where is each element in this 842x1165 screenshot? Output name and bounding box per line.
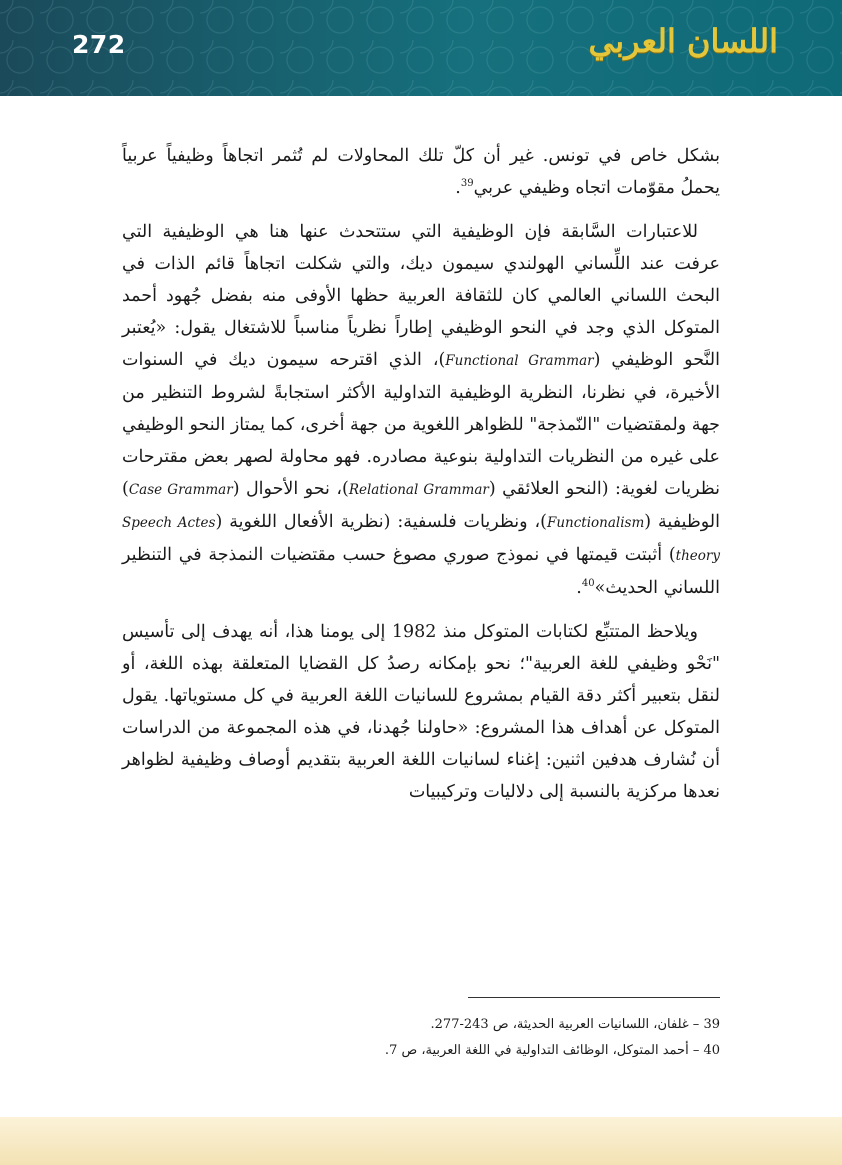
paragraph-2-part-4: ) الوظيفية ( (122, 479, 720, 532)
page-header (0, 0, 842, 96)
footnote-39: 39 – غلفان، اللسانيات العربية الحديثة، ص 243-277. (430, 1017, 720, 1032)
paragraph-3 (122, 616, 720, 808)
paragraph-1-tail: . (455, 178, 461, 198)
term-functionalism: Functionalism (546, 515, 645, 531)
footnote-separator (468, 997, 720, 998)
paragraph-2-part-2: )، الذي اقترحه سيمون ديك في السنوات الأخيرة، في نظرنا، النظرية الوظيفية التداولية الأكثر استجابةً لشروط التنظير من جهة ولمقتضيات "النّمذجة" للظواهر اللغوية من جهة أخرى، كما يمتاز النحو الوظيفي على غيره من النظريات التداولية بنوعية مصادره. فهو محاولة لصهر بعض مقترحات نظريات لغوية: (النحو العلائقي ( (122, 350, 720, 499)
paragraph-3-text: ويلاحظ المتتبِّع لكتابات المتوكل منذ 1982 إلى يومنا هذا، أنه يهدف إلى تأسيس "نَحْو وظيفي للغة العربية"؛ نحو بإمكانه رصدُ كل القضايا المتعلقة بهذه اللغة، أو لنقل بتعبير أكثر دقة القيام بمشروع للسانيات اللغة العربية في كل مستوياتها. يقول المتوكل عن أهداف هذا المشروع: «حاولنا جُهدنا، في هذه المجموعة من الدراسات أن نُشارف هدفين اثنين: إغناء لسانيات اللغة العربية بتقديم أوصاف وظيفية لظواهر نعدها مركزية بالنسبة إلى دلاليات وتركيبيات (122, 622, 720, 802)
footnote-ref-40[interactable]: 40 (581, 578, 595, 590)
footnote-ref-39[interactable]: 39 (460, 178, 474, 190)
paragraph-2 (122, 216, 720, 604)
paragraph-2-part-3: )، نحو الأحوال ( (232, 479, 349, 499)
footnote-40: 40 – أحمد المتوكل، الوظائف التداولية في اللغة العربية، ص 7. (384, 1043, 720, 1058)
journal-logo: اللسان العربي (588, 22, 778, 60)
paragraph-2-part-1: للاعتبارات السَّابقة فإن الوظيفية التي ستتحدث عنها هنا هي الوظيفية التي عرفت عند اللِّساني الهولندي سيمون ديك، والتي شكلت اتجاهاً قائم الذات في البحث اللساني العالمي كان للثقافة العربية حظها الأوفى منه بفضل جُهود أحمد المتوكل الذي وجد في النحو الوظيفي إطاراً نظرياً مناسباً للاشتغال يقول: «يُعتبر النَّحو الوظيفي ( (122, 222, 720, 370)
term-functional-grammar: Functional Grammar (445, 353, 594, 369)
term-speech-acts-theory: Speech Actes theory (122, 515, 720, 564)
paragraph-1-text: بشكل خاص في تونس. غير أن كلّ تلك المحاولات لم تُثمر اتجاهاً وظيفياً عربياً يحملُ مقوّمات اتجاه وظيفي عربي (122, 146, 720, 198)
term-relational-grammar: Relational Grammar (348, 482, 489, 498)
footnotes (122, 1012, 720, 1064)
page-footer-band (0, 1117, 842, 1165)
term-case-grammar: Case Grammar (128, 482, 233, 498)
paragraph-1 (122, 140, 720, 204)
main-text (122, 140, 720, 820)
paragraph-2-part-5: )، ونظريات فلسفية: (نظرية الأفعال اللغوية ( (215, 512, 547, 532)
paragraph-2-part-6: ) أثبتت قيمتها في نموذج صوري مصوغ حسب مقتضيات النمذجة في التنظير اللساني الحديث» (122, 545, 720, 598)
paragraph-2-tail: . (576, 578, 582, 598)
page-number: 272 (72, 30, 126, 59)
